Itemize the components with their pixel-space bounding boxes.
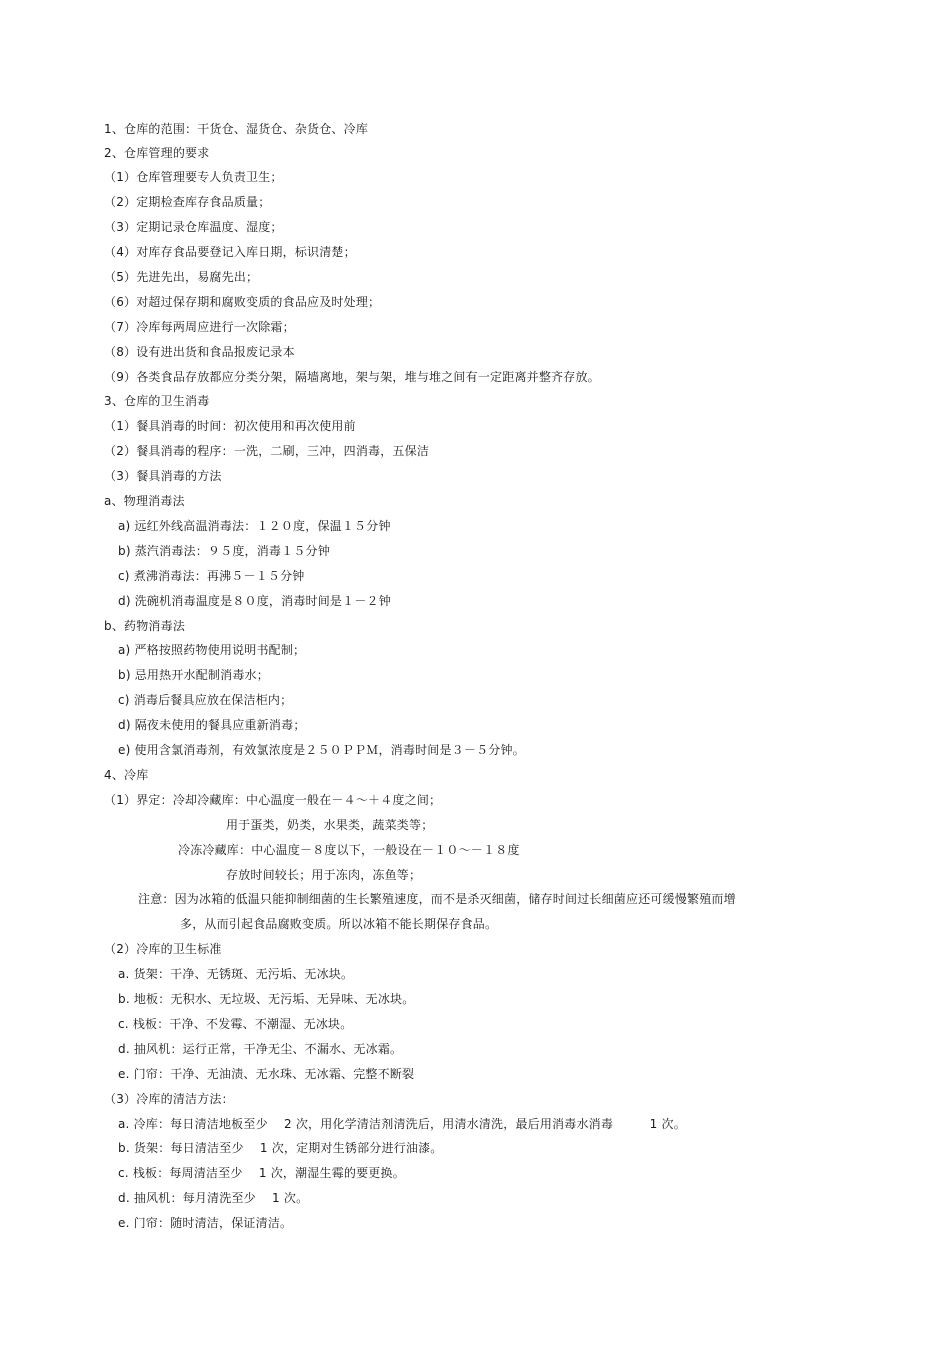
section-2-heading: 2、仓库管理的要求	[104, 146, 210, 160]
list-item: a. 货架：干净、无锈斑、无污垢、无冰块。	[118, 967, 354, 981]
section-4-heading: 4、冷库	[104, 768, 149, 782]
note-line: 多，从而引起食品腐败变质。所以冰箱不能长期保存食品。	[180, 917, 498, 931]
list-item: （3）定期记录仓库温度、湿度；	[104, 220, 283, 234]
indented-line: 用于蛋类，奶类，水果类，蔬菜类等；	[226, 818, 434, 832]
list-item: d. 抽风机：每月清洗至少 1 次。	[118, 1191, 309, 1205]
list-item: c) 消毒后餐具应放在保洁柜内；	[118, 693, 293, 707]
section-3-heading: 3、仓库的卫生消毒	[104, 394, 210, 408]
list-item: b) 蒸汽消毒法：９５度，消毒１５分钟	[118, 544, 330, 558]
indented-line: 存放时间较长；用于冻肉，冻鱼等；	[226, 868, 422, 882]
list-item: （8）设有进出货和食品报废记录本	[104, 345, 295, 359]
list-item: d) 洗碗机消毒温度是８０度，消毒时间是１－２钟	[118, 594, 391, 608]
list-item: c. 栈板：干净、不发霉、不潮湿、无冰块。	[118, 1017, 353, 1031]
list-item: d) 隔夜未使用的餐具应重新消毒；	[118, 718, 306, 732]
list-item: e. 门帘：干净、无油渍、无水珠、无冰霜、完整不断裂	[118, 1067, 415, 1081]
list-item: c) 煮沸消毒法：再沸５－１５分钟	[118, 569, 305, 583]
subsection-heading: a、物理消毒法	[104, 494, 185, 508]
list-item: （5）先进先出，易腐先出；	[104, 270, 259, 284]
list-item: （2）定期检查库存食品质量；	[104, 195, 271, 209]
list-item: （4）对库存食品要登记入库日期，标识清楚；	[104, 245, 356, 259]
list-item: a) 远红外线高温消毒法：１２０度，保温１５分钟	[118, 519, 391, 533]
subsection-heading: （2）冷库的卫生标准	[104, 942, 222, 956]
list-item: b. 货架：每日清洁至少 1 次，定期对生锈部分进行油漆。	[118, 1141, 443, 1155]
list-item: a. 冷库：每日清洁地板至少 2 次，用化学清洁剂清洗后，用清水清洗，最后用消毒水消毒 1 次。	[118, 1117, 686, 1131]
list-item: e) 使用含氯消毒剂，有效氯浓度是２５０ＰＰＭ，消毒时间是３－５分钟。	[118, 743, 525, 757]
list-item: a) 严格按照药物使用说明书配制；	[118, 643, 306, 657]
list-item: （6）对超过保存期和腐败变质的食品应及时处理；	[104, 295, 381, 309]
list-item: （7）冷库每两周应进行一次除霜；	[104, 320, 295, 334]
list-item: c. 栈板：每周清洁至少 1 次，潮湿生霉的要更换。	[118, 1166, 405, 1180]
list-item: e. 门帘：随时清洁，保证清洁。	[118, 1216, 293, 1230]
list-item: （2）餐具消毒的程序：一洗，二刷，三冲，四消毒，五保洁	[104, 444, 430, 458]
indented-line: 冷冻冷藏库：中心温度－８度以下，一般设在－１０～－１８度	[178, 843, 520, 857]
list-item: b. 地板：无积水、无垃圾、无污垢、无异味、无冰块。	[118, 992, 415, 1006]
list-item: b) 忌用热开水配制消毒水；	[118, 668, 269, 682]
note-line: 注意：因为冰箱的低温只能抑制细菌的生长繁殖速度，而不是杀灭细菌，储存时间过长细菌应还可缓慢繁殖而增	[138, 892, 736, 906]
subsection-heading: b、药物消毒法	[104, 619, 186, 633]
subsection-heading: （3）冷库的清洁方法：	[104, 1092, 234, 1106]
list-item: （1）仓库管理要专人负责卫生；	[104, 170, 283, 184]
list-item: （3）餐具消毒的方法	[104, 469, 222, 483]
section-1-heading: 1、仓库的范围：干货仓、湿货仓、杂货仓、冷库	[104, 122, 369, 136]
list-item: d. 抽风机：运行正常，干净无尘、不漏水、无冰霜。	[118, 1042, 403, 1056]
list-item: （1）餐具消毒的时间：初次使用和再次使用前	[104, 419, 356, 433]
list-item: （1）界定：冷却冷藏库：中心温度一般在－４～＋４度之间；	[104, 793, 442, 807]
list-item: （9）各类食品存放都应分类分架，隔墙离地，架与架，堆与堆之间有一定距离并整齐存放。	[104, 370, 600, 384]
